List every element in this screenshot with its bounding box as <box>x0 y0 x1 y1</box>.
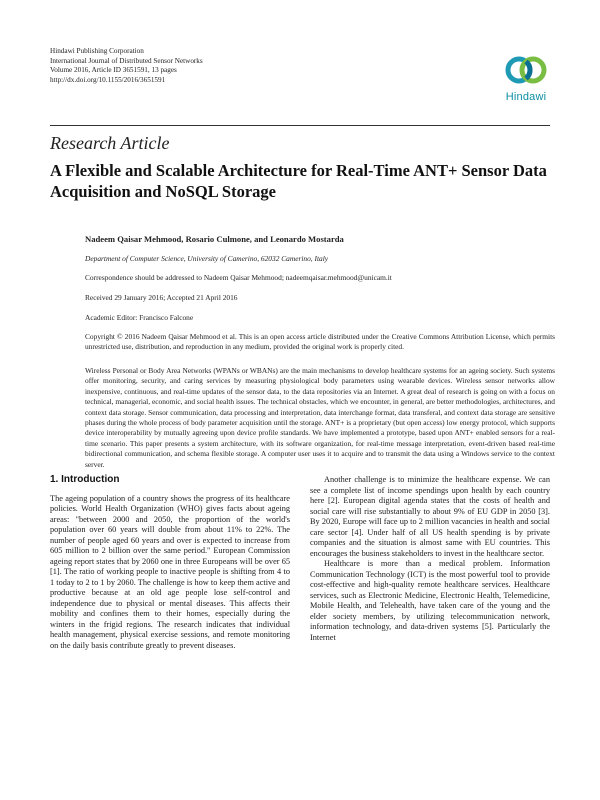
paragraph: Healthcare is more than a medical problem. Information Communication Technology (ICT) is the most powerful tool to provide cost-effective and high-quality remote healthcare services. Healthcare services, such as Electronic Medicine, Electronic Health, Telemedicine, Mobile Health, and Telehealth, have taken care of the young and the elder society members, by utilizing telecommunication network, information technology, and data-driven systems [5]. Particularly the Internet <box>310 559 550 642</box>
abstract: Wireless Personal or Body Area Networks (WPANs or WBANs) are the main mechanisms to develop healthcare systems for an ageing society. Such systems offer monitoring, security, and caring services by measuring physiological body parameters using wearable devices. Wireless sensor networks allow inexpensive, continuous, and real-time updates of the sensor data, to the data repositories via an Internet. A great deal of research is going on with a focus on technical, managerial, economic, and social health issues. The technical obstacles, which we encounter, in general, are better methodologies, architectures, and context data storage. Sensor communication, data processing and interpretation, data interchange format, data transferal, and context data storage are sensitive phases during the whole process of body parameter acquisition until the storage. ANT+ is a proprietary (but open access) low energy protocol, which supports device interoperability by mutually agreeing upon device profile standards. We have implemented a prototype, based upon ANT+ enabled sensors for a real-time scenario. This paper presents a system architecture, with its software organization, for real-time message interpretation, event-driven based real-time bidirectional communication, and schema flexible storage. A computer user uses it to acquire and to transmit the data using a Windows service to the context server. <box>85 366 555 469</box>
doi-link[interactable]: http://dx.doi.org/10.1155/2016/3651591 <box>50 75 166 84</box>
section-heading-introduction: 1. Introduction <box>50 474 120 485</box>
article-title: A Flexible and Scalable Architecture for Real-Time ANT+ Sensor Data Acquisition and NoSQL Storage <box>50 161 547 201</box>
volume-info: Volume 2016, Article ID 3651591, 13 pages <box>50 66 177 74</box>
body-column-left <box>50 475 290 651</box>
header-divider <box>50 125 550 126</box>
publisher-name: Hindawi Publishing Corporation <box>50 47 144 55</box>
author-list: Nadeem Qaisar Mehmood, Rosario Culmone, and Leonardo Mostarda <box>85 234 344 244</box>
article-type: Research Article <box>50 133 170 153</box>
paragraph: The ageing population of a country shows the progress of its healthcare policies. World Health Organization (WHO) gives facts about ageing areas: "between 2000 and 2050, the proportion of the world's population over 60 years will double from about 11% to 22%. The number of people aged 60 years and over is expected to increase from 605 million to 2 billion over the same period." European Commission ageing report states that by 2060 one in three Europeans will be over 65 [1]. The ratio of working people to inactive people is shifting from 4 to 1 today to 2 to 1 by 2060. The challenge is how to keep them active and productive because at an old age people lose self-control and independence due to physical or mental diseases. This affects their mobility and confines them to their homes, especially during the winters in the frigid regions. The research indicates that individual health management, physical exercise sessions, and remote monitoring on the daily basis contribute greatly to prevent diseases. <box>50 493 290 650</box>
journal-name: International Journal of Distributed Sensor Networks <box>50 56 203 65</box>
affiliation: Department of Computer Science, University of Camerino, 62032 Camerino, Italy <box>85 254 329 263</box>
correspondence: Correspondence should be addressed to Nadeem Qaisar Mehmood; nadeemqaisar.mehmood@unicam.it <box>85 273 392 282</box>
logo-text: Hindawi <box>505 91 547 103</box>
paragraph: Another challenge is to minimize the healthcare expense. We can see a complete list of income spendings upon health by each country here [2]. European digital agenda states that the costs of health and social care will rise substantially to about 9% of EU GDP in 2050 [3]. By 2020, Europe will face up to 2 million vacancies in health and social care sector [4]. Under half of all US health spending is by private companies and the situation is almost same with EU countries. This encourages the business stakeholders to invest in the healthcare sector. <box>310 475 550 558</box>
logo-ring-overlap <box>526 62 530 79</box>
academic-editor: Academic Editor: Francisco Falcone <box>85 313 194 322</box>
copyright-notice: Copyright © 2016 Nadeem Qaisar Mehmood et al. This is an open access article distributed under the Creative Commons Attribution License, which permits unrestricted use, distribution, and reproduction in any medium, provided the original work is properly cited. <box>85 332 555 352</box>
logo-ring-right <box>522 59 544 81</box>
received-accepted-dates: Received 29 January 2016; Accepted 21 April 2016 <box>85 293 238 302</box>
body-column-right <box>310 475 550 643</box>
journal-header <box>50 47 203 85</box>
